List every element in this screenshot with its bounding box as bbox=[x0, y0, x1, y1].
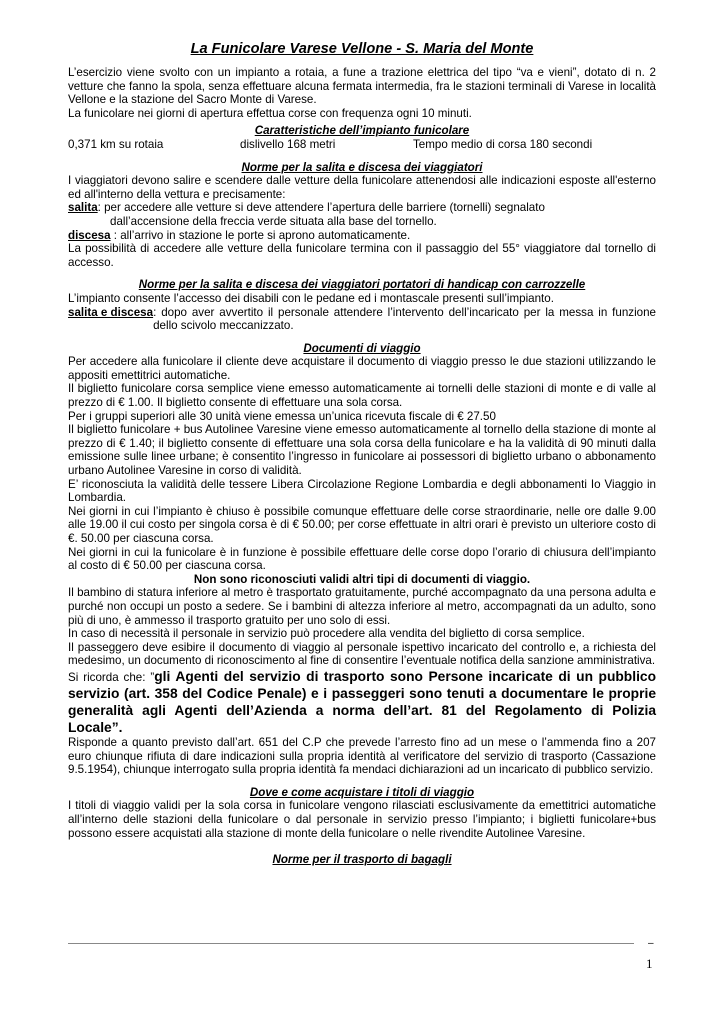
salita-text: : per accedere alle vetture si deve attendere l’apertura delle barriere (tornelli) segnalato bbox=[97, 201, 545, 215]
footer-rule bbox=[68, 943, 634, 944]
documents-p9: Il bambino di statura inferiore al metro è trasportato gratuitamente, purché accompagnato da una persona adulta e purché non occupi un posto a sedere. Se i bambini di altezza inferiore al metro, accompagnati da un adulto, sono più di uno, è ammesso il trasporto gratuito per uno solo di essi. bbox=[68, 586, 656, 627]
discesa-text: : all’arrivo in stazione le porte si aprono automaticamente. bbox=[110, 228, 411, 242]
documents-p6: Nei giorni in cui l’impianto è chiuso è possibile comunque effettuare delle corse straordinarie, nelle ore dalle 9.00 alle 19.00 il cui costo per singola corsa è di € 50.00; per corse effettuate in altri orari è previsto un ulteriore costo di €. 50.00 per ciascuna corsa. bbox=[68, 504, 656, 545]
boarding-limit: La possibilità di accedere alle vetture della funicolare termina con il passaggio del 55° viaggiatore dal tornello di accesso. bbox=[68, 242, 656, 269]
documents-p12 bbox=[68, 668, 656, 736]
documents-p3: Per i gruppi superiori alle 30 unità viene emessa un’unica ricevuta fiscale di € 27.50 bbox=[68, 409, 496, 423]
discesa-label: discesa bbox=[68, 228, 111, 242]
document-body bbox=[68, 40, 656, 867]
section-heading-specs: Caratteristiche dell’impianto funicolare bbox=[254, 124, 470, 138]
handicap-label: salita e discesa bbox=[68, 305, 154, 319]
handicap-text: : dopo aver avvertito il personale attendere l’intervento dell’incaricato per la messa in funzione dello scivolo meccanizzato. bbox=[153, 305, 656, 333]
page-number: 1 bbox=[646, 956, 653, 971]
documents-p10: In caso di necessità il personale in servizio può procedere alla vendita del biglietto di corsa semplice. bbox=[68, 627, 585, 641]
documents-notice: Non sono riconosciuti validi altri tipi di documenti di viaggio. bbox=[193, 572, 531, 586]
specs-row bbox=[68, 138, 656, 152]
page-title: La Funicolare Varese Vellone - S. Maria del Monte bbox=[190, 41, 534, 57]
reminder-bold: gli Agenti del servizio di trasporto sono Persone incaricate di un pubblico servizio (art. 358 del Codice Penale) e i passeggeri sono tenuti a documentare le proprie generalità agli Agenti dell’Azienda a norma dell’art. 81 del Regolamento di Polizia Locale”. bbox=[68, 668, 656, 735]
footer-dash: – bbox=[648, 938, 654, 949]
purchase-p1: I titoli di viaggio validi per la sola corsa in funicolare vengono rilasciati esclusivamente da emettitrici automatiche all’interno delle stazioni della funicolare o dal personale in servizio presso l’impianto; i biglietti funicolare+bus possono essere acquistati alla stazione di monte della funicolare o nelle rivendite Autolinee Varesine. bbox=[68, 799, 656, 840]
intro-paragraph: L’esercizio viene svolto con un impianto a rotaia, a fune a trazione elettrica del tipo “va e vieni”, dotato di n. 2 vetture che fanno la spola, senza effettuare alcuna fermata intermedia, fra le stazioni terminali di Varese in località Vellone e la stazione del Sacro Monte di Varese. bbox=[68, 66, 656, 107]
boarding-intro: I viaggiatori devono salire e scendere dalle vetture della funicolare attenendosi alle indicazioni esposte all'esterno ed all'interno della vettura e precisamente: bbox=[68, 174, 656, 201]
section-heading-documents: Documenti di viaggio bbox=[303, 341, 421, 355]
spec-length: 0,371 km su rotaia bbox=[68, 137, 164, 151]
section-heading-handicap: Norme per la salita e discesa dei viaggiatori portatori di handicap con carrozzelle bbox=[138, 278, 586, 292]
documents-p4: Il biglietto funicolare + bus Autolinee Varesine viene emesso automaticamente al tornello della stazione di monte al prezzo di € 1.40; il biglietto consente di effettuare una sola corsa della funicolare e ha la validità di 90 minuti dalla emissione sulle linee urbane; è consentito l’ingresso in funicolare ai possessori di biglietto urbano o abbonamento urbano Autolinee Varesine in corso di validità. bbox=[68, 423, 656, 478]
salita-label: salita bbox=[68, 201, 98, 215]
handicap-rule bbox=[68, 306, 656, 333]
spec-gradient: dislivello 168 metri bbox=[240, 137, 336, 151]
spec-time: Tempo medio di corsa 180 secondi bbox=[413, 137, 593, 151]
discesa-rule bbox=[68, 229, 656, 243]
salita-rule bbox=[68, 201, 656, 215]
documents-p5: E’ riconosciuta la validità delle tessere Libera Circolazione Regione Lombardia e degli abbonamenti Io Viaggio in Lombardia. bbox=[68, 477, 656, 505]
documents-p13: Risponde a quanto previsto dall’art. 651 del C.P che prevede l’arresto fino ad un mese o l’ammenda fino a 207 euro chiunque rifiuta di dare indicazioni sulla propria identità al verificatore del servizio di trasporto (Cassazione 9.5.1954), chiunque interrogato sulla propria identità fa mendaci dichiarazioni ad un incaricato di pubblico servizio. bbox=[68, 735, 656, 777]
section-heading-boarding: Norme per la salita e discesa dei viaggiatori bbox=[241, 160, 483, 174]
documents-p11: Il passeggero deve esibire il documento di viaggio al personale ispettivo incaricato del controllo e, a richiesta del medesimo, un documento di riconoscimento al fine di consentire l’eventuale notifica della sanzione amministrativa. bbox=[68, 640, 656, 668]
salita-continuation: dall’accensione della freccia verde situata alla base del tornello. bbox=[110, 214, 437, 228]
documents-p7: Nei giorni in cui la funicolare è in funzione è possibile effettuare delle corse dopo l’orario di chiusura dell’impianto al costo di € 50.00 per ciascuna corsa. bbox=[68, 545, 656, 573]
documents-p2: Il biglietto funicolare corsa semplice viene emesso automaticamente ai tornelli delle stazioni di monte e di valle al prezzo di € 1.00. Il biglietto consente di effettuare una sola corsa. bbox=[68, 382, 656, 410]
handicap-intro: L’impianto consente l’accesso dei disabili con le pedane ed i montascale presenti sull’impianto. bbox=[68, 291, 554, 305]
section-heading-purchase: Dove e come acquistare i titoli di viaggio bbox=[249, 785, 475, 799]
documents-p1: Per accedere alla funicolare il cliente deve acquistare il documento di viaggio presso le due stazioni utilizzando le appositi emettitrici automatiche. bbox=[68, 355, 656, 382]
frequency-paragraph: La funicolare nei giorni di apertura effettua corse con frequenza ogni 10 minuti. bbox=[68, 106, 472, 120]
reminder-lead: Si ricorda che: ” bbox=[68, 670, 155, 684]
section-heading-luggage: Norme per il trasporto di bagagli bbox=[272, 853, 452, 867]
